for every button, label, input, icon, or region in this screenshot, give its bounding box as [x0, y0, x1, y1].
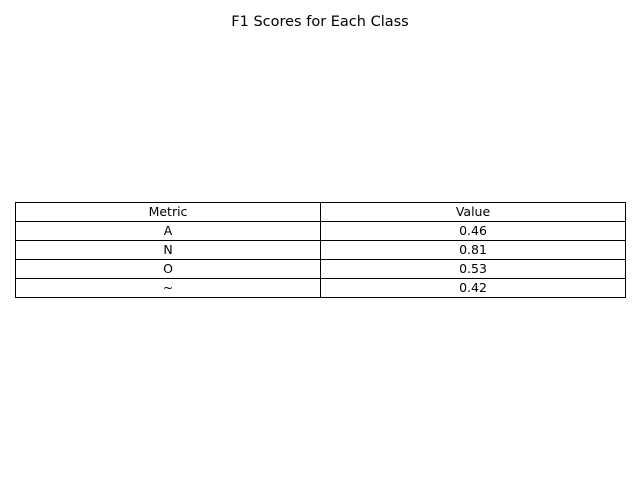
- chart-title: F1 Scores for Each Class: [231, 14, 409, 30]
- table-row: [16, 222, 626, 241]
- table-row: [16, 241, 626, 260]
- table-header-row: [16, 203, 626, 222]
- column-header-metric: Metric: [16, 203, 321, 222]
- value-cell: 0.46: [321, 222, 626, 241]
- metric-cell: O: [16, 260, 321, 279]
- column-header-value: Value: [321, 203, 626, 222]
- value-cell: 0.42: [321, 279, 626, 298]
- table-row: [16, 279, 626, 298]
- metric-cell: A: [16, 222, 321, 241]
- value-cell: 0.81: [321, 241, 626, 260]
- table-row: [16, 260, 626, 279]
- metric-cell: N: [16, 241, 321, 260]
- metric-cell: ~: [16, 279, 321, 298]
- f1-score-table: [15, 202, 626, 298]
- value-cell: 0.53: [321, 260, 626, 279]
